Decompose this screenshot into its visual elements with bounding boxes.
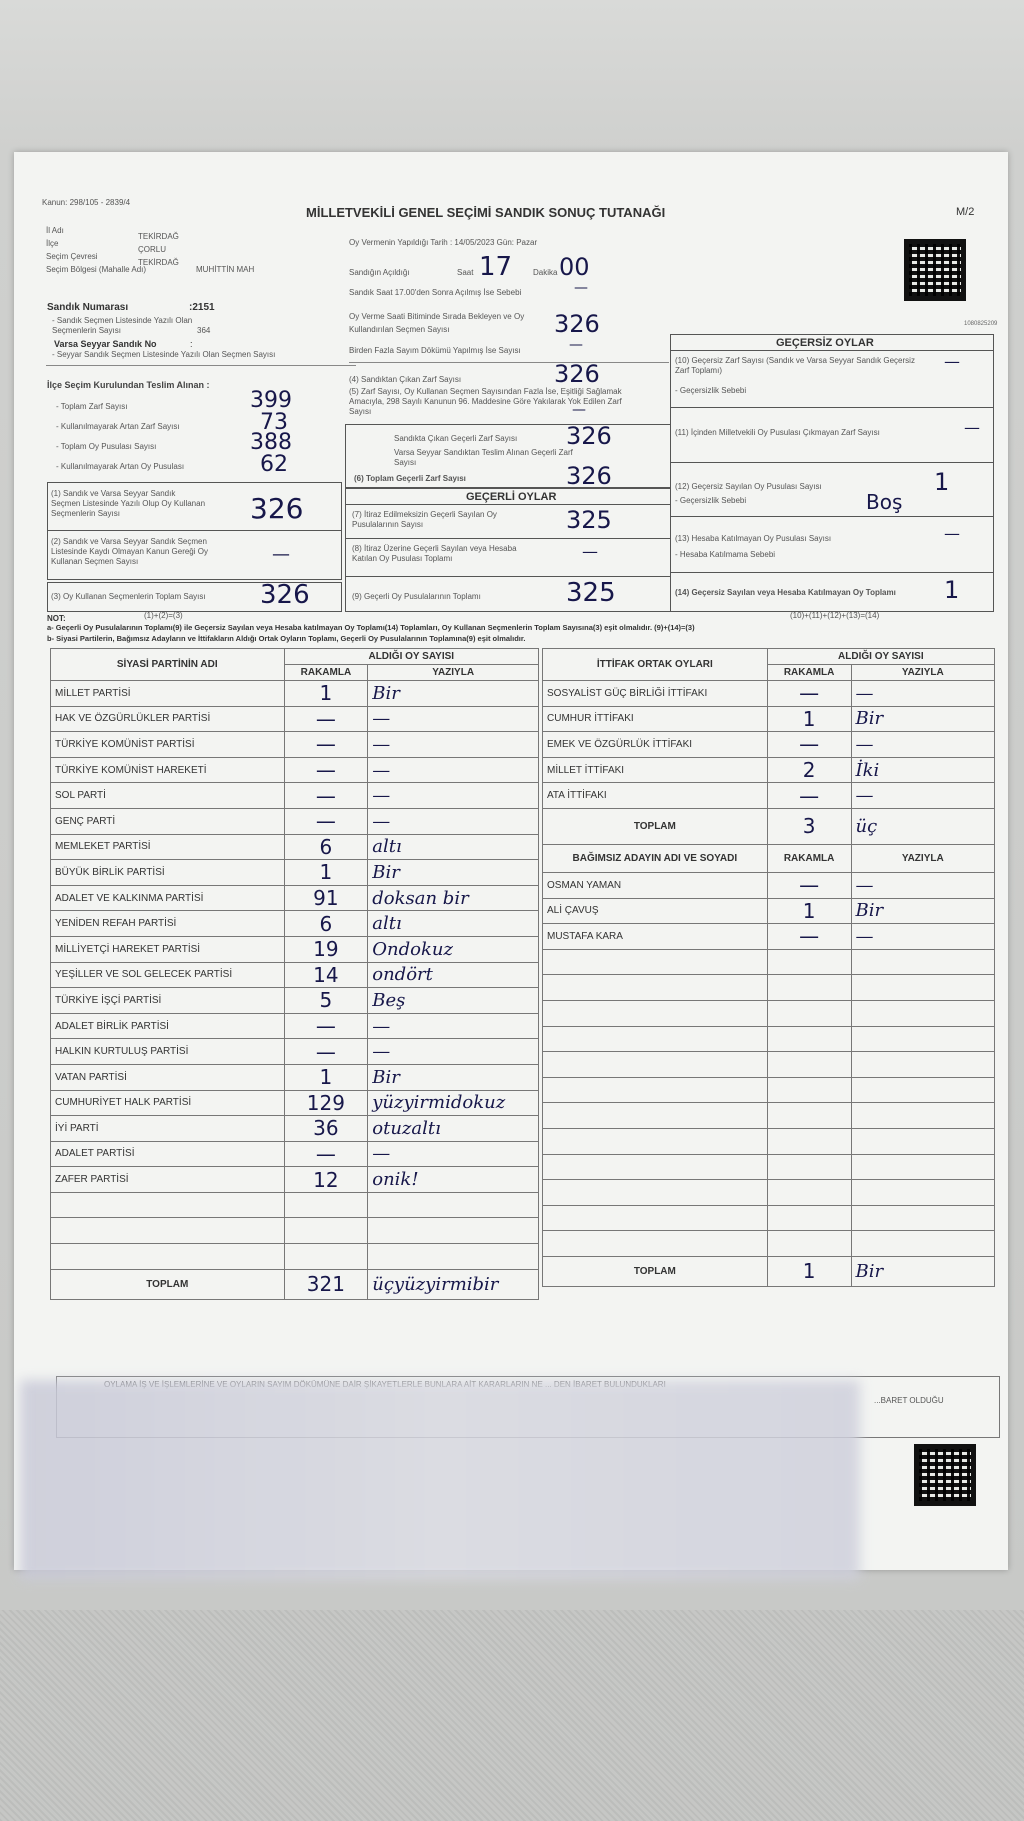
form-code: M/2 — [956, 206, 975, 218]
bolge-label: Seçim Bölgesi (Mahalle Adı) — [46, 265, 147, 274]
votes-header: ALDIĞI OY SAYISI — [284, 649, 538, 665]
independent-row-yaziyla — [851, 1026, 994, 1052]
qr-code-icon — [904, 239, 966, 301]
independent-row-name: ALİ ÇAVUŞ — [543, 898, 768, 924]
party-row — [51, 1167, 539, 1193]
independent-row — [543, 1128, 995, 1154]
party-row-yaziyla — [368, 1192, 539, 1218]
divider — [670, 407, 994, 408]
barcode-number: 1080825209 — [964, 321, 998, 327]
alliance-row-rakamla: — — [767, 681, 851, 707]
il-value: TEKİRDAĞ — [138, 232, 179, 241]
party-row — [51, 783, 539, 809]
party-row — [51, 834, 539, 860]
alliance-row — [543, 783, 995, 809]
toplam-zarf-value: 399 — [250, 388, 292, 413]
party-row-rakamla: — — [284, 1013, 368, 1039]
independent-row-yaziyla — [851, 1052, 994, 1078]
blurred-signature-area — [20, 1380, 860, 1580]
independent-row — [543, 1052, 995, 1078]
party-row-rakamla: 12 — [284, 1167, 368, 1193]
independent-row-rakamla — [767, 1103, 851, 1129]
independent-row — [543, 924, 995, 950]
b3-value: 326 — [260, 580, 310, 610]
independent-row-rakamla — [767, 1231, 851, 1257]
party-row-yaziyla: onik! — [368, 1167, 539, 1193]
alliance-total-num: 1 — [767, 1256, 851, 1286]
independent-row-yaziyla: — — [851, 872, 994, 898]
independent-row-name — [543, 1026, 768, 1052]
opened-label: Sandığın Açıldığı — [349, 268, 410, 277]
party-row-name: GENÇ PARTİ — [51, 808, 285, 834]
party-row-name — [51, 1218, 285, 1244]
party-row-name: İYİ PARTİ — [51, 1116, 285, 1142]
independent-row-yaziyla — [851, 1231, 994, 1257]
party-row-yaziyla — [368, 1244, 539, 1270]
independent-row-yaziyla — [851, 1128, 994, 1154]
party-row — [51, 1192, 539, 1218]
independent-row-yaziyla: — — [851, 924, 994, 950]
party-row-yaziyla: doksan bir — [368, 885, 539, 911]
il-label: İl Adı — [46, 226, 64, 235]
alliance-row-yaziyla: İki — [851, 757, 994, 783]
party-row-name: BÜYÜK BİRLİK PARTİSİ — [51, 860, 285, 886]
m8-label: (8) İtiraz Üzerine Geçerli Sayılan veya Hesaba Katılan Oy Pusulası Toplamı — [352, 544, 517, 563]
party-row-name: TÜRKİYE İŞÇİ PARTİSİ — [51, 988, 285, 1014]
hour-label: Saat — [457, 268, 474, 277]
party-row — [51, 936, 539, 962]
divider — [46, 365, 356, 366]
alliance-row-rakamla: 2 — [767, 757, 851, 783]
party-votes-table — [50, 648, 539, 1300]
independent-row-rakamla — [767, 1205, 851, 1231]
qr-code-icon — [914, 1444, 976, 1506]
party-row-rakamla: 19 — [284, 936, 368, 962]
m7-label: (7) İtiraz Edilmeksizin Geçerli Sayılan Oy Pusulalarının Sayısı — [352, 510, 497, 529]
m5-value: — — [572, 402, 586, 418]
independent-row — [543, 1000, 995, 1026]
party-row — [51, 1064, 539, 1090]
g13-sebep: - Hesaba Katılmama Sebebi — [675, 550, 776, 559]
independent-row-rakamla — [767, 1154, 851, 1180]
alliance-yaziyla-header: YAZIYLA — [851, 665, 994, 681]
sandik-no-label: Sandık Numarası — [47, 302, 129, 313]
party-row — [51, 1116, 539, 1142]
party-row-name: ADALET PARTİSİ — [51, 1141, 285, 1167]
g11-value: — — [964, 418, 980, 437]
oy-pusulasi-label: - Toplam Oy Pusulası Sayısı — [56, 442, 157, 451]
g13-label: (13) Hesaba Katılmayan Oy Pusulası Sayısı — [675, 534, 832, 543]
independent-row-yaziyla — [851, 1154, 994, 1180]
toplam-zarf-label: - Toplam Zarf Sayısı — [56, 402, 128, 411]
b1-value: 326 — [250, 492, 304, 525]
alliance-votes-table — [542, 648, 995, 1287]
independent-row-name — [543, 1154, 768, 1180]
party-row-yaziyla: — — [368, 1141, 539, 1167]
party-row-yaziyla — [368, 1218, 539, 1244]
seyyar-label: Varsa Seyyar Sandık No — [54, 339, 157, 349]
alliance-row-name: MİLLET İTTİFAKI — [543, 757, 768, 783]
complaints-line-2: ...BARET OLDUĞU — [874, 1396, 944, 1405]
minute-value: 00 — [559, 253, 590, 281]
party-row — [51, 1090, 539, 1116]
party-total-num: 321 — [284, 1269, 368, 1299]
formula-14: (10)+(11)+(12)+(13)=(14) — [790, 611, 880, 620]
party-row-yaziyla: Bir — [368, 1064, 539, 1090]
independent-row — [543, 975, 995, 1001]
m9-label: (9) Geçerli Oy Pusulalarının Toplamı — [352, 592, 481, 601]
party-row-rakamla — [284, 1244, 368, 1270]
note-b: b- Siyasi Partilerin, Bağımsız Adayların ve İttifakların Aldığı Ortak Oyların Toplamı, Geçerli Oy Pusulalarının Toplamına(9) eşit olmalıdır. — [47, 634, 526, 643]
b2-label: (2) Sandık ve Varsa Seyyar Sandık Seçmen Listesinde Kaydı Olmayan Kanun Gereği Oy Kullanan Seçmen Sayısı — [51, 537, 208, 566]
party-row-yaziyla: — — [368, 1013, 539, 1039]
g10-label: (10) Geçersiz Zarf Sayısı (Sandık ve Varsa Seyyar Sandık Geçersiz Zarf Toplamı) — [675, 356, 915, 375]
independent-row — [543, 898, 995, 924]
party-total-label: TOPLAM — [51, 1269, 285, 1299]
alliance-total-text: Bir — [851, 1256, 994, 1286]
artan-zarf-value: 73 — [260, 410, 288, 435]
independent-row-yaziyla — [851, 1077, 994, 1103]
independent-row — [543, 949, 995, 975]
cevre-label: Seçim Çevresi — [46, 252, 98, 261]
party-row-name: MİLLİYETÇİ HAREKET PARTİSİ — [51, 936, 285, 962]
party-row-rakamla: — — [284, 808, 368, 834]
ilce-value: ÇORLU — [138, 245, 167, 254]
b1-label: (1) Sandık ve Varsa Seyyar Sandık Seçmen Listesinde Yazılı Olup Oy Kullanan Seçmenlerin Sayısı — [51, 489, 206, 518]
b2-value: — — [272, 544, 290, 565]
party-row-rakamla: 6 — [284, 911, 368, 937]
artan-zarf-label: - Kullanılmayarak Artan Zarf Sayısı — [56, 422, 180, 431]
divider — [345, 576, 671, 577]
independent-row-yaziyla — [851, 1180, 994, 1206]
gecersiz-title: GEÇERSİZ OYLAR — [776, 337, 874, 349]
independent-row-name — [543, 1231, 768, 1257]
alliance-row-yaziyla: — — [851, 732, 994, 758]
independent-row — [543, 1103, 995, 1129]
independent-row-rakamla — [767, 1128, 851, 1154]
independent-row-yaziyla — [851, 1103, 994, 1129]
b3-label: (3) Oy Kullanan Seçmenlerin Toplam Sayısı — [51, 592, 206, 601]
party-row-name: TÜRKİYE KOMÜNİST PARTİSİ — [51, 732, 285, 758]
alliance-row-name: SOSYALİST GÜÇ BİRLİĞİ İTTİFAKI — [543, 681, 768, 707]
m6a-value: 326 — [566, 422, 612, 450]
independent-row-yaziyla — [851, 1000, 994, 1026]
alliance-row-rakamla: — — [767, 783, 851, 809]
party-row-yaziyla: — — [368, 1039, 539, 1065]
m6a-label: Sandıkta Çıkan Geçerli Zarf Sayısı — [394, 434, 518, 443]
independent-row-rakamla — [767, 1026, 851, 1052]
independent-row-yaziyla: Bir — [851, 898, 994, 924]
g11-label: (11) İçinden Milletvekili Oy Pusulası Çıkmayan Zarf Sayısı — [675, 428, 880, 437]
party-name-header: SİYASİ PARTİNİN ADI — [51, 649, 285, 681]
party-row-yaziyla: otuzaltı — [368, 1116, 539, 1142]
party-row-rakamla: — — [284, 783, 368, 809]
party-row — [51, 808, 539, 834]
m3-value: — — [569, 337, 583, 353]
g12-sebep-value: Boş — [866, 490, 903, 514]
note-a: a- Geçerli Oy Pusulalarının Toplamı(9) ile Geçersiz Sayılan veya Hesaba katılmayan Oy Toplamı(14) Toplamları, Oy Kullanan Seçmenlerin Toplam Sayısına(3) eşit olmalıdır. (9)+(14)=(3) — [47, 623, 695, 632]
party-row-yaziyla: altı — [368, 911, 539, 937]
party-row-name: YENİDEN REFAH PARTİSİ — [51, 911, 285, 937]
party-row-name: ADALET VE KALKINMA PARTİSİ — [51, 885, 285, 911]
seyyar-value: : — [190, 339, 193, 349]
independent-row-rakamla — [767, 975, 851, 1001]
alliance-row — [543, 706, 995, 732]
alliance-subtotal-text: üç — [851, 808, 994, 844]
party-row-name: CUMHURİYET HALK PARTİSİ — [51, 1090, 285, 1116]
m2-value: 326 — [554, 310, 600, 338]
g10-value: — — [944, 352, 960, 371]
party-row-yaziyla: — — [368, 732, 539, 758]
party-row-rakamla: 91 — [284, 885, 368, 911]
alliance-name-header: İTTİFAK ORTAK OYLARI — [543, 649, 768, 681]
party-row-yaziyla: Bir — [368, 681, 539, 707]
independent-row-rakamla: 1 — [767, 898, 851, 924]
party-row-yaziyla: — — [368, 808, 539, 834]
party-row-name: ADALET BİRLİK PARTİSİ — [51, 1013, 285, 1039]
party-row-yaziyla: Bir — [368, 860, 539, 886]
sandik-no-value: :2151 — [189, 302, 215, 313]
independent-rakamla-header: RAKAMLA — [767, 844, 851, 872]
party-row — [51, 706, 539, 732]
party-row-yaziyla: altı — [368, 834, 539, 860]
g14-value: 1 — [944, 576, 960, 604]
g14-label: (14) Geçersiz Sayılan veya Hesaba Katılmayan Oy Toplamı — [675, 588, 896, 597]
divider — [345, 538, 671, 539]
m6-label: (6) Toplam Geçerli Zarf Sayısı — [354, 474, 466, 483]
independent-row-name — [543, 949, 768, 975]
party-row-name — [51, 1244, 285, 1270]
party-row-yaziyla: yüzyirmidokuz — [368, 1090, 539, 1116]
artan-pusula-label: - Kullanılmayarak Artan Oy Pusulası — [56, 462, 185, 471]
party-row-name: HALKIN KURTULUŞ PARTİSİ — [51, 1039, 285, 1065]
alliance-total-label: TOPLAM — [543, 1256, 768, 1286]
g12-value: 1 — [934, 468, 950, 496]
independent-row-name — [543, 1052, 768, 1078]
party-row-name: HAK VE ÖZGÜRLÜKLER PARTİSİ — [51, 706, 285, 732]
divider — [345, 504, 671, 505]
election-date: Oy Vermenin Yapıldığı Tarih : 14/05/2023 Gün: Pazar — [349, 238, 538, 247]
divider — [670, 516, 994, 517]
independent-row-rakamla: — — [767, 872, 851, 898]
kurul-title: İlçe Seçim Kurulundan Teslim Alınan : — [47, 380, 210, 390]
party-row — [51, 681, 539, 707]
m7-value: 325 — [566, 506, 612, 534]
m2-label: Oy Verme Saati Bitiminde Sırada Bekleyen ve Oy Kullandırılan Seçmen Sayısı — [349, 312, 525, 334]
independent-row — [543, 1077, 995, 1103]
m9-value: 325 — [566, 578, 616, 608]
independent-row-name — [543, 1180, 768, 1206]
alliance-row-name: EMEK VE ÖZGÜRLÜK İTTİFAKI — [543, 732, 768, 758]
alliance-rakamla-header: RAKAMLA — [767, 665, 851, 681]
hour-value: 17 — [479, 252, 513, 282]
party-row-rakamla: 1 — [284, 1064, 368, 1090]
m4-value: 326 — [554, 360, 600, 388]
independent-row-name — [543, 1128, 768, 1154]
oy-pusulasi-value: 388 — [250, 430, 292, 455]
party-row — [51, 757, 539, 783]
kanun-ref: Kanun: 298/105 - 2839/4 — [42, 198, 131, 207]
party-row — [51, 962, 539, 988]
party-row — [51, 988, 539, 1014]
party-total-text: üçyüzyirmibir — [368, 1269, 539, 1299]
party-row-rakamla: 14 — [284, 962, 368, 988]
independent-row — [543, 1026, 995, 1052]
independent-row-yaziyla — [851, 1205, 994, 1231]
party-row-yaziyla: — — [368, 757, 539, 783]
divider — [670, 350, 994, 351]
m5-label: (5) Zarf Sayısı, Oy Kullanan Seçmen Sayısından Fazla İse, Eşitliği Sağlamak Amacıyla, 298 Sayılı Kanunun 96. Maddesine Göre Yakılarak Yok Edilen Zarf Sayısı — [349, 387, 622, 416]
party-row-name: SOL PARTİ — [51, 783, 285, 809]
g12-sebep: - Geçersizlik Sebebi — [675, 496, 747, 505]
alliance-row-rakamla: — — [767, 732, 851, 758]
g13-value: — — [944, 524, 960, 543]
party-row — [51, 1039, 539, 1065]
rakamla-header: RAKAMLA — [284, 665, 368, 681]
party-row-name: YEŞİLLER VE SOL GELECEK PARTİSİ — [51, 962, 285, 988]
divider — [349, 362, 669, 363]
artan-pusula-value: 62 — [260, 452, 288, 477]
party-row-name: MİLLET PARTİSİ — [51, 681, 285, 707]
cevre-value: TEKİRDAĞ — [138, 258, 179, 267]
alliance-row-yaziyla: — — [851, 783, 994, 809]
divider — [670, 572, 994, 573]
independent-row-rakamla — [767, 1052, 851, 1078]
independent-row-yaziyla — [851, 975, 994, 1001]
alliance-row-yaziyla: — — [851, 681, 994, 707]
independent-row-rakamla — [767, 949, 851, 975]
seyyar-liste-label: - Seyyar Sandık Seçmen Listesinde Yazılı Olan Seçmen Sayısı — [52, 350, 276, 359]
independent-row-rakamla: — — [767, 924, 851, 950]
party-row-rakamla: 1 — [284, 860, 368, 886]
g12-label: (12) Geçersiz Sayılan Oy Pusulası Sayısı — [675, 482, 822, 491]
alliance-row — [543, 757, 995, 783]
party-row-name: VATAN PARTİSİ — [51, 1064, 285, 1090]
alliance-subtotal-label: TOPLAM — [543, 808, 768, 844]
party-row-yaziyla: Beş — [368, 988, 539, 1014]
party-row-name: ZAFER PARTİSİ — [51, 1167, 285, 1193]
party-row-rakamla: — — [284, 1039, 368, 1065]
tutanak-document — [14, 152, 1008, 1570]
independent-row-rakamla — [767, 1000, 851, 1026]
party-row-rakamla: 6 — [284, 834, 368, 860]
m3-label: Birden Fazla Sayım Dökümü Yapılmış İse Sayısı — [349, 346, 521, 355]
party-row — [51, 1013, 539, 1039]
independent-row-rakamla — [767, 1180, 851, 1206]
alliance-row-name: CUMHUR İTTİFAKI — [543, 706, 768, 732]
alliance-row-name: ATA İTTİFAKI — [543, 783, 768, 809]
party-row-yaziyla: — — [368, 706, 539, 732]
party-row-name: TÜRKİYE KOMÜNİST HAREKETİ — [51, 757, 285, 783]
independent-row-name — [543, 1077, 768, 1103]
m1-value: — — [574, 280, 588, 296]
gecerli-title: GEÇERLİ OYLAR — [466, 491, 557, 503]
independent-row — [543, 1231, 995, 1257]
party-row-yaziyla: Ondokuz — [368, 936, 539, 962]
party-row-rakamla: 5 — [284, 988, 368, 1014]
independent-row-name: OSMAN YAMAN — [543, 872, 768, 898]
independent-row — [543, 1205, 995, 1231]
party-row — [51, 1244, 539, 1270]
m6-value: 326 — [566, 462, 612, 490]
independent-row-name — [543, 1000, 768, 1026]
independent-row-name — [543, 1103, 768, 1129]
alliance-votes-header: ALDIĞI OY SAYISI — [767, 649, 994, 665]
independent-row-name — [543, 1205, 768, 1231]
party-row-rakamla: — — [284, 706, 368, 732]
independent-name-header: BAĞIMSIZ ADAYIN ADI VE SOYADI — [543, 844, 768, 872]
yaziyla-header: YAZIYLA — [368, 665, 539, 681]
background-surface — [0, 1610, 1024, 1821]
independent-row-yaziyla — [851, 949, 994, 975]
alliance-row-yaziyla: Bir — [851, 706, 994, 732]
note-title: NOT: — [47, 614, 66, 623]
independent-row — [543, 1154, 995, 1180]
independent-row — [543, 872, 995, 898]
party-row — [51, 1218, 539, 1244]
party-row — [51, 1141, 539, 1167]
document-title: MİLLETVEKİLİ GENEL SEÇİMİ SANDIK SONUÇ TUTANAĞI — [306, 205, 666, 220]
alliance-row — [543, 732, 995, 758]
party-row-rakamla: — — [284, 757, 368, 783]
alliance-subtotal-num: 3 — [767, 808, 851, 844]
minute-label: Dakika — [533, 268, 558, 277]
formula-1: (1)+(2)=(3) — [144, 611, 183, 620]
m6b-label: Varsa Seyyar Sandıktan Teslim Alınan Geçerli Zarf Sayısı — [394, 448, 573, 467]
m4-label: (4) Sandıktan Çıkan Zarf Sayısı — [349, 375, 462, 384]
party-row — [51, 860, 539, 886]
divider — [47, 530, 342, 531]
bolge-value: MUHİTTİN MAH — [196, 265, 255, 274]
party-row-rakamla — [284, 1192, 368, 1218]
party-row-rakamla: — — [284, 732, 368, 758]
party-row-yaziyla: ondört — [368, 962, 539, 988]
independent-row-name: MUSTAFA KARA — [543, 924, 768, 950]
party-row — [51, 732, 539, 758]
party-row — [51, 911, 539, 937]
ilce-label: İlçe — [46, 239, 59, 248]
party-row-rakamla: 36 — [284, 1116, 368, 1142]
independent-yaziyla-header: YAZIYLA — [851, 844, 994, 872]
party-row-rakamla: 1 — [284, 681, 368, 707]
g10-sebep: - Geçersizlik Sebebi — [675, 386, 747, 395]
party-row-rakamla — [284, 1218, 368, 1244]
party-row — [51, 885, 539, 911]
m1-label: Sandık Saat 17.00'den Sonra Açılmış İse Sebebi — [349, 288, 522, 297]
party-row-rakamla: 129 — [284, 1090, 368, 1116]
independent-row-name — [543, 975, 768, 1001]
party-row-name — [51, 1192, 285, 1218]
party-row-name: MEMLEKET PARTİSİ — [51, 834, 285, 860]
m8-value: — — [582, 542, 598, 561]
liste-label: - Sandık Seçmen Listesinde Yazılı Olan Seçmenlerin Sayısı — [52, 316, 193, 335]
alliance-row-rakamla: 1 — [767, 706, 851, 732]
independent-row — [543, 1180, 995, 1206]
divider — [670, 462, 994, 463]
party-row-yaziyla: — — [368, 783, 539, 809]
alliance-row — [543, 681, 995, 707]
independent-row-rakamla — [767, 1077, 851, 1103]
party-row-rakamla: — — [284, 1141, 368, 1167]
liste-value: 364 — [197, 326, 211, 335]
